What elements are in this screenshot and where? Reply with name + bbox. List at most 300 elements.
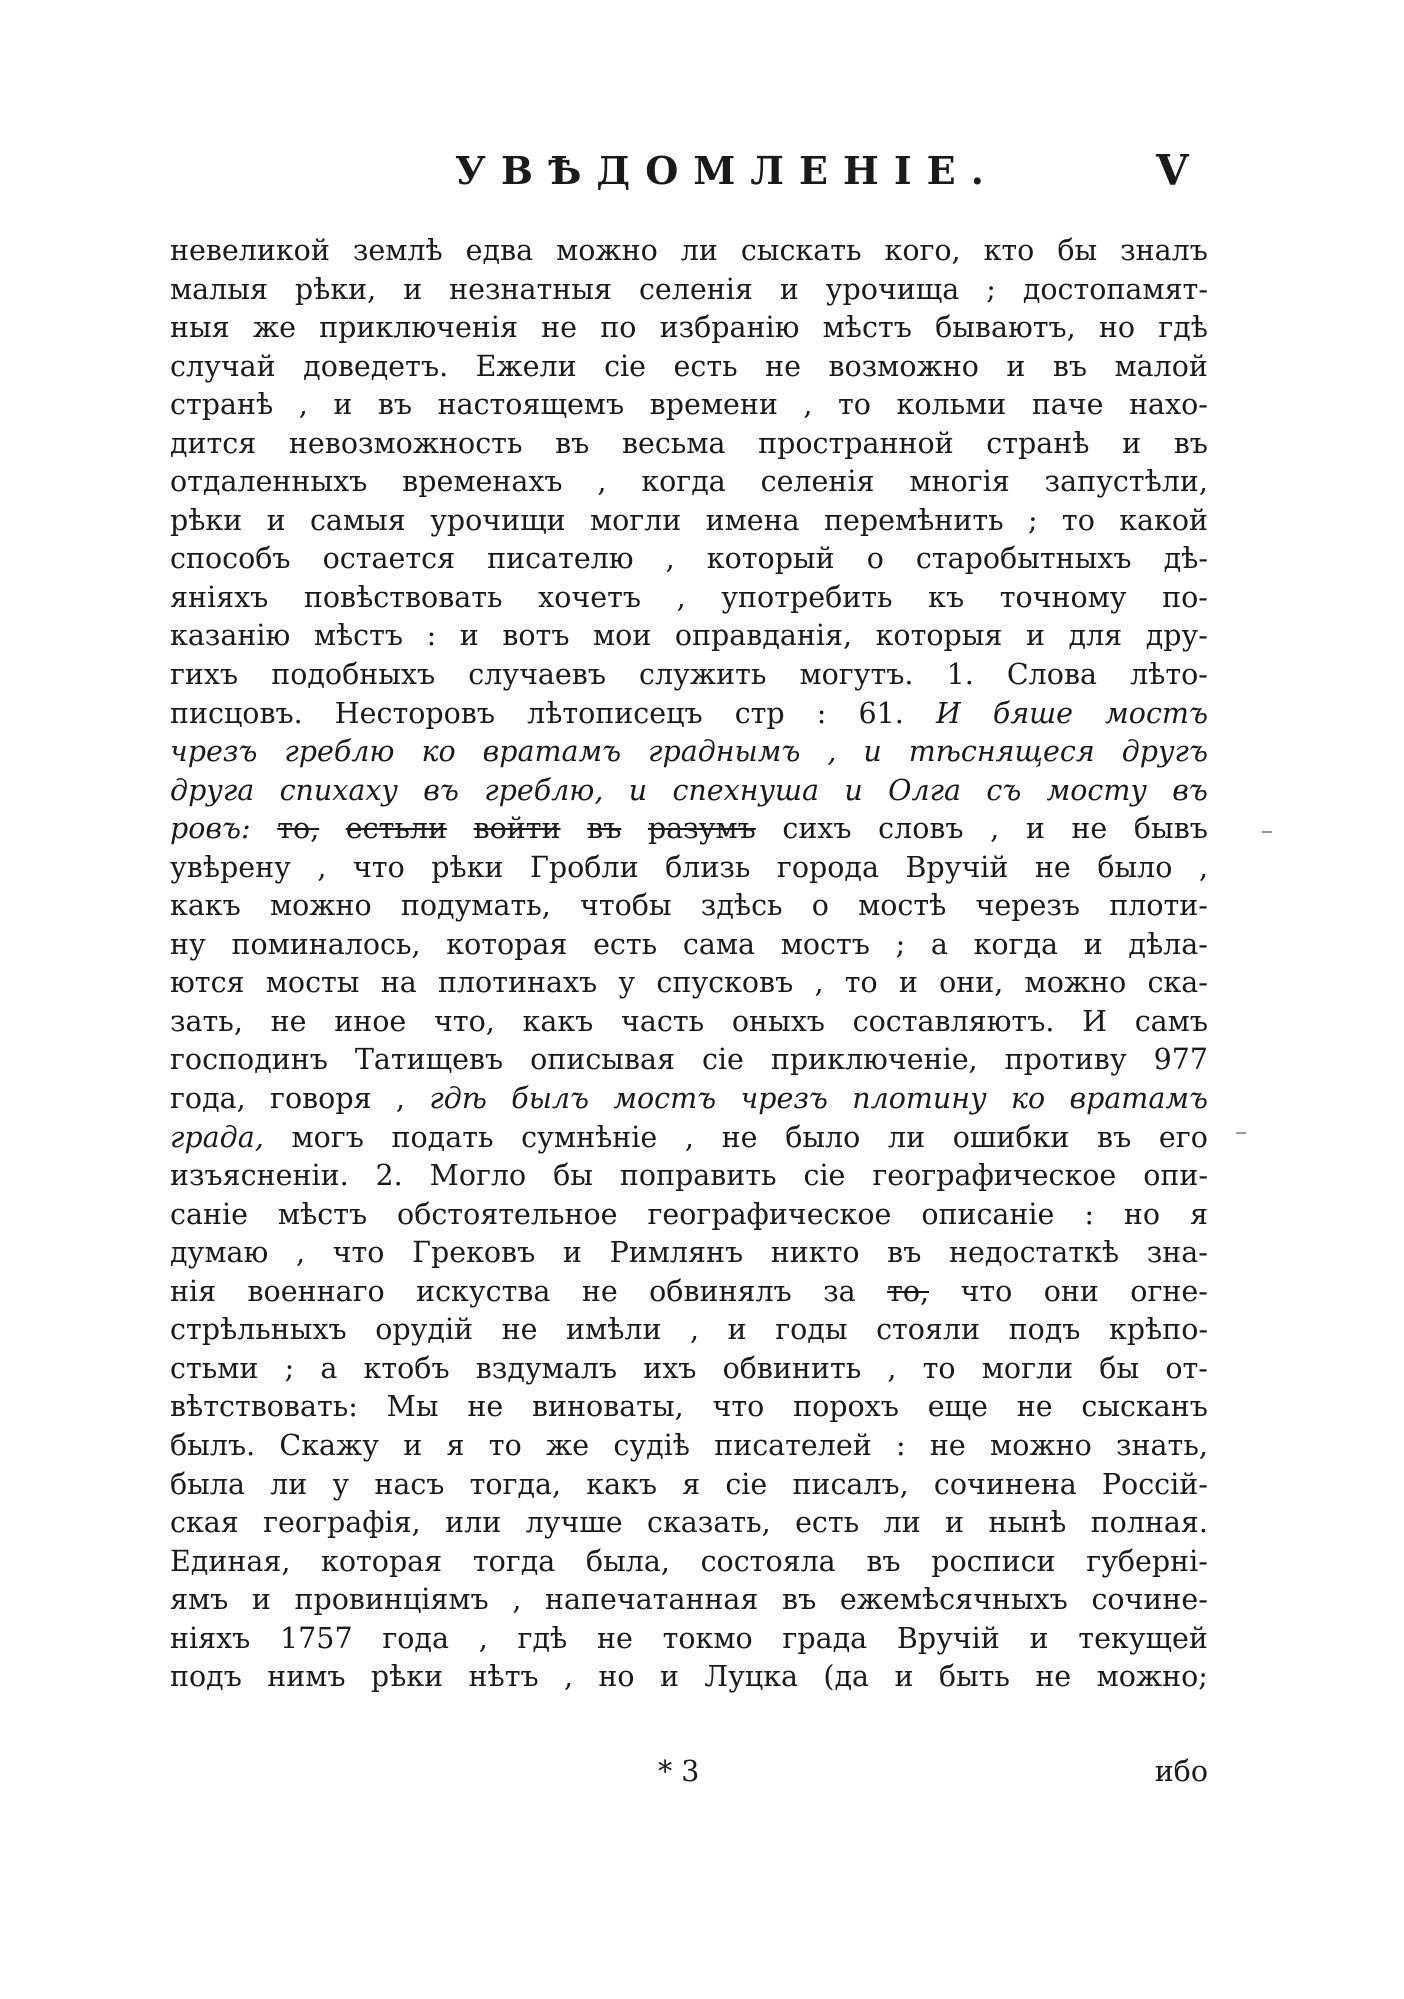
word: и xyxy=(894,1660,914,1694)
word: ска- xyxy=(1147,966,1208,1000)
word: о xyxy=(866,542,884,576)
page-footer xyxy=(170,1755,1208,1795)
word: не xyxy=(929,1428,966,1462)
word: и xyxy=(562,1236,582,1270)
text-line xyxy=(170,540,1208,579)
word: 1757 xyxy=(280,1621,353,1655)
text-line xyxy=(170,1620,1208,1659)
word: въ xyxy=(1052,349,1088,383)
word: не xyxy=(1071,812,1108,846)
word: мостъ xyxy=(1105,696,1208,730)
word: въ xyxy=(1173,426,1208,460)
text-line xyxy=(170,1543,1208,1582)
word: близь xyxy=(665,850,751,884)
word: вратамъ xyxy=(1069,1082,1208,1116)
word: бывъ xyxy=(1133,812,1208,846)
word: географическое xyxy=(872,1159,1117,1193)
text-line xyxy=(170,926,1208,965)
word: случаевъ xyxy=(468,658,606,692)
word: разумъ xyxy=(647,812,756,846)
word: не xyxy=(581,1274,618,1308)
word: что xyxy=(712,1390,765,1424)
word: сысканъ xyxy=(1081,1390,1208,1424)
word: служить xyxy=(639,658,767,692)
text-line xyxy=(170,425,1208,464)
word: друга xyxy=(170,773,255,807)
word: отдаленныхъ xyxy=(170,465,368,499)
word: обвинить xyxy=(722,1351,862,1385)
word: сіе xyxy=(701,1043,744,1077)
word: ; xyxy=(895,927,906,961)
word: бы xyxy=(1099,1351,1140,1385)
word: и xyxy=(1006,349,1026,383)
word: какой xyxy=(1119,503,1208,537)
word: въ xyxy=(887,1236,922,1270)
word: избранію xyxy=(659,311,800,345)
word: Гробли xyxy=(530,850,639,884)
word: не xyxy=(541,311,578,345)
text-line xyxy=(170,1311,1208,1350)
word: , xyxy=(563,1660,574,1694)
word: , xyxy=(298,388,308,422)
word: Скажу xyxy=(279,1428,380,1462)
text-line xyxy=(170,1003,1208,1042)
word: доведетъ. xyxy=(303,349,449,383)
word: , xyxy=(295,1236,306,1270)
word: многія xyxy=(909,465,1010,499)
word: что xyxy=(352,850,405,884)
word: 977 xyxy=(1153,1043,1208,1077)
word: и xyxy=(266,503,286,537)
word: имѣли xyxy=(566,1313,662,1347)
text-line xyxy=(170,1119,1208,1158)
word: сумнѣніе xyxy=(521,1120,658,1154)
word: вѣтствовать: xyxy=(170,1390,358,1424)
word: паче xyxy=(1031,388,1104,422)
word: Могло xyxy=(429,1159,527,1193)
word: не xyxy=(270,1004,307,1038)
word: думаю xyxy=(170,1236,269,1270)
word: чрезъ xyxy=(170,735,258,769)
word: то xyxy=(844,966,878,1000)
word: оныхъ xyxy=(731,1004,825,1038)
word: не xyxy=(765,349,801,383)
word: хочетъ xyxy=(538,580,641,614)
word: ли xyxy=(270,1467,308,1501)
word: невозможность xyxy=(288,426,523,460)
word: огне- xyxy=(1130,1274,1208,1308)
word: Олга xyxy=(888,773,961,807)
word: писателю xyxy=(487,542,634,576)
word: нахо- xyxy=(1129,388,1208,422)
word: писалъ, xyxy=(792,1467,909,1501)
word: то, xyxy=(277,812,320,846)
word: мѣстъ xyxy=(313,619,404,653)
word: ются xyxy=(170,966,245,1000)
word: временахъ xyxy=(402,465,563,499)
word: ко xyxy=(1010,1082,1046,1116)
word: я xyxy=(1189,1197,1208,1231)
word: другъ xyxy=(1121,735,1208,769)
word: черезъ xyxy=(975,889,1081,923)
word: вотъ xyxy=(502,619,570,653)
word: о xyxy=(811,889,829,923)
word: , xyxy=(1198,850,1208,884)
word: за xyxy=(823,1274,856,1308)
word: росписи xyxy=(931,1544,1056,1578)
word: ли xyxy=(887,1120,926,1154)
word: ктобъ xyxy=(363,1351,450,1385)
word: землѣ xyxy=(352,234,443,267)
word: сіе xyxy=(725,1467,768,1501)
word: Татищевъ xyxy=(354,1043,504,1077)
word: точному xyxy=(999,580,1127,614)
text-line xyxy=(170,1234,1208,1273)
word: какъ xyxy=(170,889,241,923)
word: и xyxy=(863,735,882,769)
word: перемѣнить xyxy=(824,503,1004,537)
word: едва xyxy=(465,234,534,267)
word: же xyxy=(252,311,296,345)
word: порохъ xyxy=(793,1390,899,1424)
word: географическое xyxy=(647,1197,892,1231)
word: плотину xyxy=(852,1082,987,1116)
word: приключенія xyxy=(319,311,518,345)
word: от- xyxy=(1165,1351,1208,1385)
text-line xyxy=(170,348,1208,387)
word: самыя xyxy=(309,503,406,537)
word: былъ. xyxy=(170,1428,256,1462)
word: то xyxy=(1061,503,1095,537)
word: нынѣ xyxy=(988,1506,1067,1540)
word: не xyxy=(1035,1660,1072,1694)
word: я xyxy=(446,1428,465,1462)
word: которая xyxy=(446,927,568,961)
word: иное xyxy=(334,1004,407,1038)
word: рѣки xyxy=(431,850,504,884)
word: могли xyxy=(981,1351,1074,1385)
word: то, xyxy=(887,1274,930,1308)
word: дится xyxy=(170,426,257,460)
word: И xyxy=(935,696,961,730)
text-line xyxy=(170,1388,1208,1427)
word: и xyxy=(898,966,918,1000)
word: способъ xyxy=(170,542,291,576)
word: противу xyxy=(1004,1043,1127,1077)
word: спусковъ xyxy=(656,966,794,1000)
word: обстоятельное xyxy=(397,1197,618,1231)
word: рѣки xyxy=(170,503,243,537)
word: ; xyxy=(284,1351,295,1385)
word: греблю xyxy=(284,735,395,769)
word: странѣ xyxy=(986,426,1090,460)
word: пространной xyxy=(758,426,954,460)
word: граднымъ xyxy=(648,735,801,769)
text-line xyxy=(170,1658,1208,1697)
word: чтобы xyxy=(580,889,672,923)
word: бы xyxy=(553,1159,593,1193)
word: дѣ- xyxy=(1163,542,1208,576)
word: Слова xyxy=(1006,658,1097,692)
word: мои xyxy=(593,619,652,653)
text-line xyxy=(170,1581,1208,1620)
word: никто xyxy=(770,1236,860,1270)
text-line xyxy=(170,656,1208,695)
margin-mark xyxy=(1262,831,1272,833)
word: когда xyxy=(641,465,726,499)
word: они xyxy=(1043,1274,1099,1308)
word: годы xyxy=(775,1313,848,1347)
word: гдѣ xyxy=(517,1621,568,1655)
text-line xyxy=(170,695,1208,734)
word: ; xyxy=(1027,503,1038,537)
word: изъясненіи. xyxy=(170,1159,349,1193)
word: весьма xyxy=(621,426,726,460)
word: И xyxy=(1082,1004,1107,1038)
word: подать xyxy=(391,1120,494,1154)
word: Вручій xyxy=(905,850,1009,884)
word: , xyxy=(512,1583,522,1617)
word: Несторовъ xyxy=(334,696,495,730)
word: его xyxy=(1158,1120,1208,1154)
word: малыя xyxy=(170,272,268,306)
word: писателей xyxy=(714,1428,872,1462)
word: можно xyxy=(556,234,658,267)
word: ежемѣсячныхъ xyxy=(839,1583,1068,1617)
text-line xyxy=(170,1466,1208,1505)
word: было xyxy=(785,1120,861,1154)
word: могли xyxy=(589,503,682,537)
word: они, xyxy=(939,966,1004,1000)
word: , xyxy=(676,580,686,614)
word: селенія xyxy=(638,272,753,306)
word: сіе xyxy=(803,1159,846,1193)
word: не xyxy=(501,1313,538,1347)
word: но xyxy=(1098,311,1136,345)
word: нѣтъ xyxy=(468,1660,539,1694)
page-number: V xyxy=(1156,146,1189,195)
word: но xyxy=(1123,1197,1161,1231)
word: , xyxy=(814,966,824,1000)
word: недостаткѣ xyxy=(949,1236,1120,1270)
word: , xyxy=(803,388,813,422)
word: Единая, xyxy=(170,1544,291,1578)
text-line xyxy=(170,810,1208,849)
word: сочинена xyxy=(933,1467,1077,1501)
word: и xyxy=(251,1583,271,1617)
word: напечатанная xyxy=(545,1583,759,1617)
word: урочищи xyxy=(430,503,566,537)
word: здѣсь xyxy=(700,889,783,923)
word: было xyxy=(1097,850,1173,884)
word: зать, xyxy=(170,1004,243,1038)
word: не xyxy=(1034,850,1071,884)
word: времени xyxy=(649,388,778,422)
word: кого, xyxy=(884,234,961,267)
word: зна- xyxy=(1146,1236,1208,1270)
word: мостѣ xyxy=(858,889,947,923)
word: писцовъ. xyxy=(170,696,303,730)
margin-mark xyxy=(1236,1132,1246,1134)
word: настоящемъ xyxy=(437,388,625,422)
word: запустѣли, xyxy=(1044,465,1208,499)
word: града, xyxy=(170,1120,264,1154)
word: то xyxy=(922,1351,956,1385)
word: случай xyxy=(170,349,276,383)
word: въ xyxy=(423,773,459,807)
catchword: ибо xyxy=(1154,1755,1208,1788)
text-line xyxy=(170,579,1208,618)
word: когда xyxy=(973,927,1059,961)
word: употребить xyxy=(721,580,893,614)
word: года, xyxy=(170,1082,246,1116)
word: токмо xyxy=(662,1621,753,1655)
word: географія, xyxy=(263,1506,421,1540)
word: мостъ xyxy=(780,927,870,961)
word: и xyxy=(727,1313,747,1347)
word: которая xyxy=(321,1544,443,1578)
word: часть xyxy=(621,1004,705,1038)
word: града xyxy=(782,1621,868,1655)
word: составляютъ. xyxy=(852,1004,1055,1038)
word: въ xyxy=(587,812,622,846)
word: старобытныхъ xyxy=(915,542,1132,576)
word: можно xyxy=(1024,966,1127,1000)
word: дѣла- xyxy=(1128,927,1208,961)
word: вратамъ xyxy=(482,735,622,769)
word: ская xyxy=(170,1506,239,1540)
word: : xyxy=(1084,1197,1094,1231)
word: ли xyxy=(680,234,718,267)
word: Луцка xyxy=(704,1660,799,1694)
word: то xyxy=(488,1428,522,1462)
word: спихаху xyxy=(279,773,398,807)
word: и xyxy=(403,1428,423,1462)
word: : xyxy=(896,1428,906,1462)
word: 1. xyxy=(946,658,974,692)
word: мостъ xyxy=(613,1082,717,1116)
word: не xyxy=(1016,1390,1053,1424)
word: и xyxy=(1083,927,1103,961)
word: не xyxy=(467,1390,504,1424)
word: поминалось, xyxy=(231,927,421,961)
word: говоря xyxy=(270,1082,372,1116)
text-line xyxy=(170,1157,1208,1196)
word: войти xyxy=(473,812,561,846)
word: виноваты, xyxy=(532,1390,684,1424)
word: казанію xyxy=(170,619,291,653)
word: , xyxy=(684,1120,694,1154)
text-line xyxy=(170,617,1208,656)
word: которыя xyxy=(875,619,1003,653)
word: Грековъ xyxy=(412,1236,536,1270)
word: повѣствовать xyxy=(303,580,503,614)
word: въ xyxy=(1172,773,1208,807)
word: въ xyxy=(866,1544,901,1578)
word: сочине- xyxy=(1091,1583,1208,1617)
word: лѣто- xyxy=(1130,658,1208,692)
word: текущей xyxy=(1078,1621,1208,1655)
text-line xyxy=(170,849,1208,888)
word: селенія xyxy=(760,465,875,499)
word: въ xyxy=(555,426,590,460)
text-line xyxy=(170,386,1208,425)
word: достопамят- xyxy=(1022,272,1208,306)
word: Ежели xyxy=(475,349,577,383)
word: подъ xyxy=(1008,1313,1081,1347)
text-line xyxy=(170,964,1208,1003)
text-line xyxy=(170,1504,1208,1543)
word: саніе xyxy=(170,1197,248,1231)
word: и xyxy=(1029,1621,1049,1655)
word: увѣрену xyxy=(170,850,291,884)
word: для xyxy=(1068,619,1123,653)
word: 2. xyxy=(375,1159,403,1193)
word: и xyxy=(1025,619,1045,653)
word: что xyxy=(960,1274,1013,1308)
word: года xyxy=(382,1621,449,1655)
word: подъ xyxy=(170,1660,242,1694)
word: Вручій xyxy=(896,1621,1000,1655)
word: (да xyxy=(823,1660,870,1694)
word: тѣснящеся xyxy=(908,735,1095,769)
word: я xyxy=(682,1467,701,1501)
text-line xyxy=(170,1041,1208,1080)
word: полная. xyxy=(1090,1506,1208,1540)
word: мѣстъ xyxy=(822,311,912,345)
word: бяше xyxy=(992,696,1074,730)
word: и xyxy=(945,1506,965,1540)
word: , xyxy=(827,735,837,769)
text-line xyxy=(170,1427,1208,1466)
word: по xyxy=(600,311,637,345)
word: былъ xyxy=(511,1082,590,1116)
word: по- xyxy=(1162,580,1208,614)
word: подумать, xyxy=(400,889,551,923)
text-line xyxy=(170,772,1208,811)
word: малой xyxy=(1114,349,1208,383)
text-line xyxy=(170,1273,1208,1312)
word: господинъ xyxy=(170,1043,328,1077)
word: въ xyxy=(377,388,413,422)
word: Римлянъ xyxy=(609,1236,744,1270)
printer-signature-mark: * 3 xyxy=(658,1755,700,1788)
word: тогда, xyxy=(469,1467,562,1501)
word: ровъ: xyxy=(170,812,251,846)
word: крѣпо- xyxy=(1108,1313,1208,1347)
word: невеликой xyxy=(170,234,330,267)
word: приключеніе, xyxy=(770,1043,978,1077)
word: губерні- xyxy=(1086,1544,1208,1578)
word: могъ xyxy=(291,1120,364,1154)
word: и xyxy=(1025,812,1045,846)
word: ли xyxy=(883,1506,921,1540)
word: гихъ xyxy=(170,658,239,692)
word: описаніе xyxy=(921,1197,1055,1231)
word: города xyxy=(776,850,879,884)
word: возможно xyxy=(828,349,979,383)
word: греблю, xyxy=(484,773,604,807)
word: и xyxy=(459,619,479,653)
word: мѣстъ xyxy=(277,1197,368,1231)
word: есть xyxy=(673,349,738,383)
word: и xyxy=(628,773,648,807)
word: яніяхъ xyxy=(170,580,269,614)
word: и xyxy=(403,272,423,306)
text-line xyxy=(170,1196,1208,1235)
word: мосту xyxy=(1046,773,1147,807)
word: имена xyxy=(705,503,800,537)
